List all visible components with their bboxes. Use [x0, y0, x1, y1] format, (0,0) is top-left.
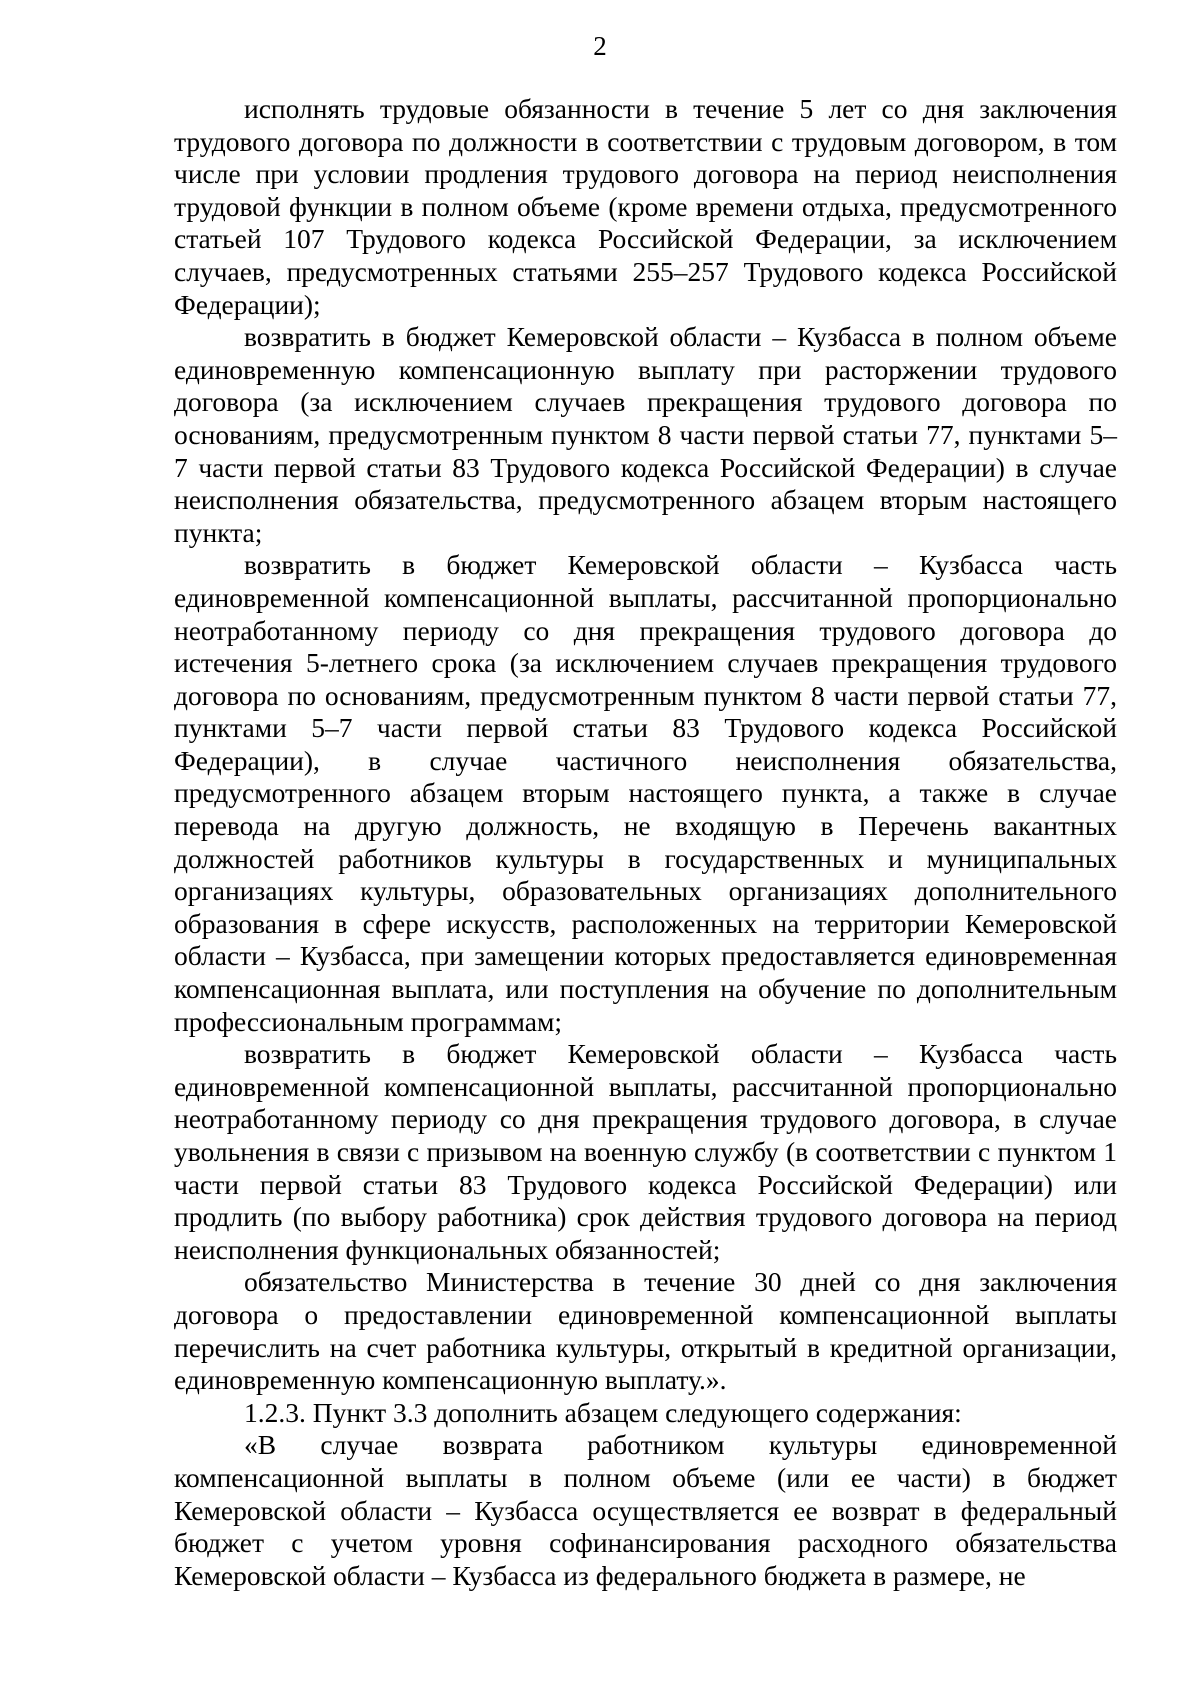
paragraph-partial-refund: возвратить в бюджет Кемеровской области – Кузбасса часть единовременной компенсационной выплаты, рассчитанной пропорционально неотработанному периоду со дня прекращения трудового договора до истечения 5-летнего срока (за исключением случаев прекращения трудового договора по основаниям, предусмотренным пунктом 8 части первой статьи 77, пунктами 5–7 части первой статьи 83 Трудового кодекса Российской Федерации), в случае частичного неисполнения обязательства, предусмотренного абзацем вторым настоящего пункта, а также в случае перевода на другую должность, не входящую в Перечень вакантных должностей работников культуры в государственных и муниципальных организациях культуры, образовательных организациях дополнительного образования в сфере искусств, расположенных на территории Кемеровской области – Кузбасса, при замещении которых предоставляется единовременная компенсационная выплата, или поступления на обучение по дополнительным профессиональным программам; — [174, 549, 1117, 1037]
page-number: 2 — [593, 31, 607, 61]
paragraph-federal-refund: «В случае возврата работником культуры единовременной компенсационной выплаты в полном объеме (или ее части) в бюджет Кемеровской области – Кузбасса осуществляется ее возврат в федеральный бюджет с учетом уровня софинансирования расходного обязательства Кемеровской области – Кузбасса из федерального бюджета в размере, не — [174, 1429, 1117, 1591]
document-body — [174, 93, 1117, 1592]
paragraph-clause-1-2-3: 1.2.3. Пункт 3.3 дополнить абзацем следующего содержания: — [244, 1396, 962, 1428]
paragraph-full-refund: возвратить в бюджет Кемеровской области – Кузбасса в полном объеме единовременную компенсационную выплату при расторжении трудового договора (за исключением случаев прекращения трудового договора по основаниям, предусмотренным пунктом 8 части первой статьи 77, пунктами 5–7 части первой статьи 83 Трудового кодекса Российской Федерации) в случае неисполнения обязательства, предусмотренного абзацем вторым настоящего пункта; — [174, 321, 1117, 548]
paragraph-labor-duties: исполнять трудовые обязанности в течение 5 лет со дня заключения трудового договора по должности в соответствии с трудовым договором, в том числе при условии продления трудового договора на период неисполнения трудовой функции в полном объеме (кроме времени отдыха, предусмотренного статьей 107 Трудового кодекса Российской Федерации, за исключением случаев, предусмотренных статьями 255–257 Трудового кодекса Российской Федерации); — [174, 93, 1117, 320]
paragraph-ministry-obligation: обязательство Министерства в течение 30 дней со дня заключения договора о предоставлении единовременной компенсационной выплаты перечислить на счет работника культуры, открытый в кредитной организации, единовременную компенсационную выплату.». — [174, 1266, 1117, 1396]
paragraph-military-service: возвратить в бюджет Кемеровской области – Кузбасса часть единовременной компенсационной выплаты, рассчитанной пропорционально неотработанному периоду со дня прекращения трудового договора, в случае увольнения в связи с призывом на военную службу (в соответствии с пунктом 1 части первой статьи 83 Трудового кодекса Российской Федерации) или продлить (по выбору работника) срок действия трудового договора на период неисполнения функциональных обязанностей; — [174, 1038, 1117, 1265]
